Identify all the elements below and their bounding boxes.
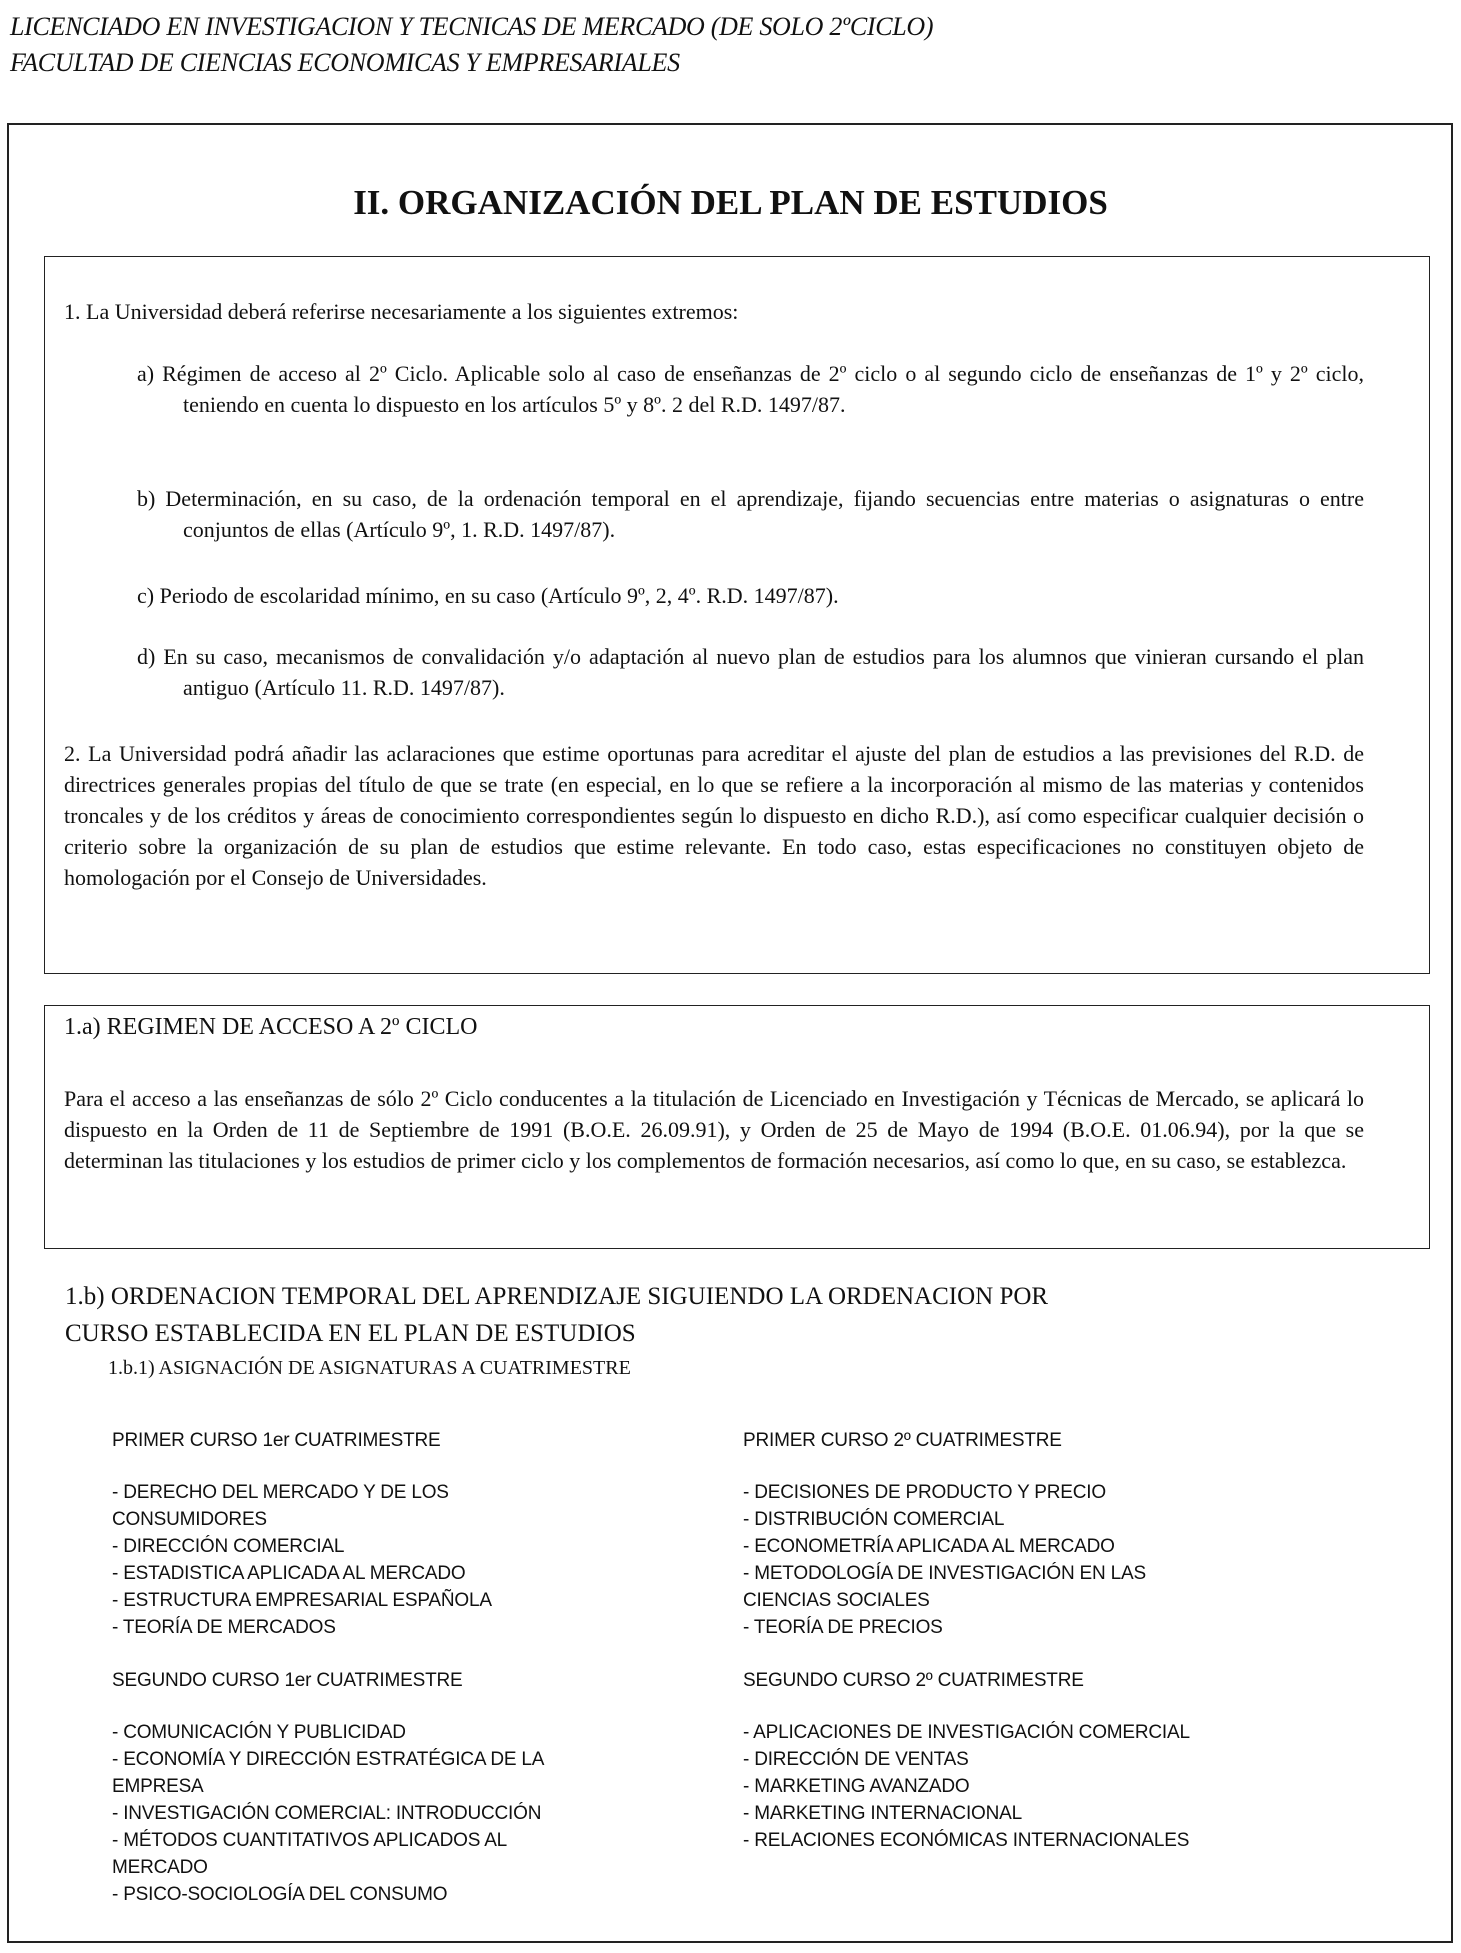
group-primer-2	[743, 1427, 1146, 1641]
subject-line: - TEORÍA DE PRECIOS	[743, 1617, 943, 1638]
subject-line: - ESTRUCTURA EMPRESARIAL ESPAÑOLA	[112, 1590, 492, 1611]
access-regime-heading: 1.a) REGIMEN DE ACCESO A 2º CICLO	[64, 1014, 478, 1040]
group-segundo-1	[112, 1667, 544, 1908]
group-heading: SEGUNDO CURSO 2º CUATRIMESTRE	[743, 1670, 1084, 1691]
subject-line: MERCADO	[112, 1857, 208, 1878]
instruction-item-c: c) Periodo de escolaridad mínimo, en su caso (Artículo 9º, 2, 4º. R.D. 1497/87).	[137, 583, 839, 608]
section-b-heading-2: CURSO ESTABLECIDA EN EL PLAN DE ESTUDIOS	[65, 1320, 636, 1347]
group-heading: PRIMER CURSO 1er CUATRIMESTRE	[112, 1430, 441, 1451]
subject-line: CONSUMIDORES	[112, 1509, 267, 1530]
group-heading: SEGUNDO CURSO 1er CUATRIMESTRE	[112, 1670, 463, 1691]
instruction-item-d: d) En su caso, mecanismos de convalidación y/o adaptación al nuevo plan de estudios para los alumnos que vinieran cursando el plan antiguo (Artículo 11. R.D. 1497/87).	[137, 644, 1364, 700]
subject-line: - PSICO-SOCIOLOGÍA DEL CONSUMO	[112, 1884, 448, 1905]
subject-line: - ECONOMÍA Y DIRECCIÓN ESTRATÉGICA DE LA	[112, 1749, 545, 1770]
subject-line: - TEORÍA DE MERCADOS	[112, 1617, 336, 1638]
subject-line: - APLICACIONES DE INVESTIGACIÓN COMERCIAL	[743, 1722, 1190, 1743]
subject-line: - DECISIONES DE PRODUCTO Y PRECIO	[743, 1482, 1106, 1503]
subject-line: - METODOLOGÍA DE INVESTIGACIÓN EN LAS	[743, 1563, 1146, 1584]
group-heading: PRIMER CURSO 2º CUATRIMESTRE	[743, 1430, 1062, 1451]
instructions-intro: 1. La Universidad deberá referirse necesariamente a los siguientes extremos:	[64, 299, 739, 324]
subject-line: CIENCIAS SOCIALES	[743, 1590, 930, 1611]
subject-line: - DERECHO DEL MERCADO Y DE LOS	[112, 1482, 449, 1503]
subject-line: - MARKETING INTERNACIONAL	[743, 1803, 1022, 1824]
header-degree: LICENCIADO EN INVESTIGACION Y TECNICAS DE MERCADO (DE SOLO 2ºCICLO)	[10, 12, 934, 41]
subject-line: EMPRESA	[112, 1776, 204, 1797]
subject-line: - MÉTODOS CUANTITATIVOS APLICADOS AL	[112, 1830, 508, 1851]
group-segundo-2	[743, 1667, 1190, 1854]
subject-line: - RELACIONES ECONÓMICAS INTERNACIONALES	[743, 1830, 1190, 1851]
subject-line: - ESTADISTICA APLICADA AL MERCADO	[112, 1563, 466, 1584]
subject-line: - DIRECCIÓN COMERCIAL	[112, 1536, 345, 1557]
subject-line: - DISTRIBUCIÓN COMERCIAL	[743, 1509, 1005, 1530]
section-b-subheading: 1.b.1) ASIGNACIÓN DE ASIGNATURAS A CUATRIMESTRE	[108, 1357, 631, 1379]
group-primer-1	[112, 1427, 492, 1641]
subject-line: - ECONOMETRÍA APLICADA AL MERCADO	[743, 1536, 1115, 1557]
page-title: II. ORGANIZACIÓN DEL PLAN DE ESTUDIOS	[353, 183, 1108, 222]
subject-line: - COMUNICACIÓN Y PUBLICIDAD	[112, 1722, 406, 1743]
instruction-item-b: b) Determinación, en su caso, de la ordenación temporal en el aprendizaje, fijando secuencias entre materias o asignaturas o entre conjuntos de ellas (Artículo 9º, 1. R.D. 1497/87).	[137, 486, 1364, 542]
header-faculty: FACULTAD DE CIENCIAS ECONOMICAS Y EMPRESARIALES	[10, 48, 680, 77]
access-regime-text: Para el acceso a las enseñanzas de sólo 2º Ciclo conducentes a la titulación de Licenciado en Investigación y Técnicas de Mercado, se aplicará lo dispuesto en la Orden de 11 de Septiembre de 1991 (B.O.E. 26.09.91), y Orden de 25 de Mayo de 1994 (B.O.E. 01.06.94), por la que se determinan las titulaciones y los estudios de primer ciclo y los complementos de formación necesarios, así como lo que, en su caso, se establezca.	[64, 1086, 1364, 1173]
instruction-item-a: a) Régimen de acceso al 2º Ciclo. Aplicable solo al caso de enseñanzas de 2º ciclo o al segundo ciclo de enseñanzas de 1º y 2º ciclo, teniendo en cuenta lo dispuesto en los artículos 5º y 8º. 2 del R.D. 1497/87.	[137, 361, 1364, 417]
instruction-point-2: 2. La Universidad podrá añadir las aclaraciones que estime oportunas para acreditar el ajuste del plan de estudios a las previsiones del R.D. de directrices generales propias del título de que se trate (en especial, en lo que se refiere a la incorporación al mismo de las materias y contenidos troncales y de los créditos y áreas de conocimiento correspondientes según lo dispuesto en dicho R.D.), así como especificar cualquier decisión o criterio sobre la organización de su plan de estudios que estime relevante. En todo caso, estas especificaciones no constituyen objeto de homologación por el Consejo de Universidades.	[64, 741, 1364, 890]
section-b-heading-1: 1.b) ORDENACION TEMPORAL DEL APRENDIZAJE SIGUIENDO LA ORDENACION POR	[65, 1283, 1049, 1310]
subject-line: - INVESTIGACIÓN COMERCIAL: INTRODUCCIÓN	[112, 1803, 542, 1824]
subject-line: - MARKETING AVANZADO	[743, 1776, 970, 1797]
subject-line: - DIRECCIÓN DE VENTAS	[743, 1749, 969, 1770]
